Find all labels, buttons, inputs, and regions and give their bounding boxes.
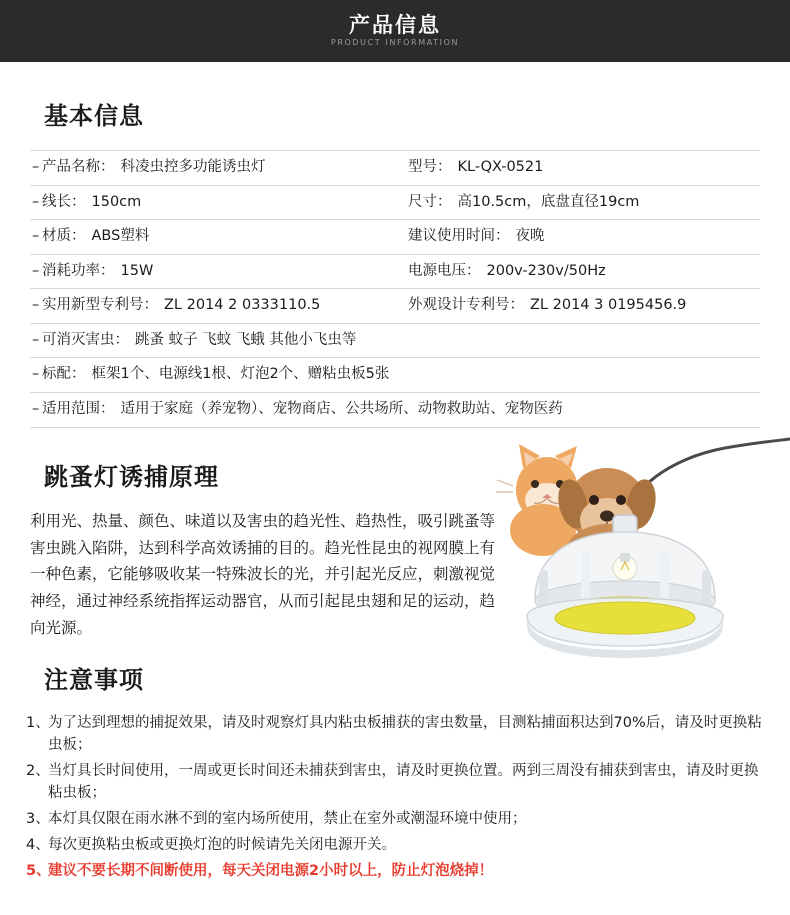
info-value: 200v-230v/50Hz — [486, 262, 606, 279]
dash-marker: – — [32, 366, 40, 383]
product-illustration — [495, 420, 790, 685]
dash-marker: – — [32, 297, 40, 314]
table-row — [30, 186, 760, 221]
dash-marker: – — [32, 400, 40, 417]
info-cell-target-pests — [30, 331, 760, 351]
list-item — [26, 808, 771, 830]
dash-marker: – — [32, 331, 40, 348]
info-label: 标配： — [42, 366, 86, 383]
note-text: 每次更换粘虫板或更换灯泡的时候请先关闭电源开关。 — [48, 837, 396, 854]
note-text: 为了达到理想的捕捉效果，请及时观察灯具内粘虫板捕获的害虫数量，目测粘捕面积达到70%后，请及时更换粘虫板； — [48, 715, 762, 754]
info-label: 产品名称： — [42, 159, 115, 175]
list-item-warning — [26, 860, 771, 882]
info-label: 线长： — [42, 193, 86, 210]
info-value: 适用于家庭（养宠物）、宠物商店、公共场所、动物救助站、宠物医药 — [120, 400, 563, 417]
info-label: 适用范围： — [42, 400, 115, 417]
table-row — [30, 220, 760, 255]
info-label: 可消灭害虫： — [42, 331, 129, 348]
info-cell-model — [400, 158, 760, 178]
list-item — [26, 834, 771, 856]
info-value: 150cm — [91, 193, 142, 210]
table-row — [30, 289, 760, 324]
info-cell-dimensions — [400, 193, 760, 213]
dash-marker: – — [32, 228, 40, 245]
info-label: 实用新型专利号： — [42, 297, 158, 314]
table-row — [30, 358, 760, 393]
note-text: 当灯具长时间使用，一周或更长时间还未捕获到害虫，请及时更换位置。两到三周没有捕获到害虫，请及时更换粘虫板； — [48, 763, 759, 802]
info-cell-utility-patent — [30, 296, 400, 316]
principle-paragraph: 利用光、热量、颜色、味道以及害虫的趋光性、趋热性，吸引跳蚤等害虫跳入陷阱，达到科学高效诱捕的目的。趋光性昆虫的视网膜上有一种色素，它能够吸收某一特殊波长的光，并引起光反应，刺激视觉神经，通过神经系统指挥运动器官，从而引起昆虫翅和足的运动，趋向光源。 — [30, 512, 496, 637]
info-cell-material — [30, 227, 400, 247]
principle-title: 跳蚤灯诱捕原理 — [44, 463, 219, 491]
note-number: 2、 — [26, 763, 50, 780]
table-row — [30, 255, 760, 290]
info-value: 跳蚤 蚊子 飞蚊 飞蛾 其他小飞虫等 — [135, 331, 357, 348]
info-label: 材质： — [42, 228, 86, 245]
dash-marker: – — [32, 159, 40, 175]
note-number: 4、 — [26, 837, 50, 854]
note-text: 建议不要长期不间断使用，每天关闭电源2小时以上，防止灯泡烧掉！ — [48, 863, 494, 880]
header-subtitle: PRODUCT INFORMATION — [330, 38, 460, 47]
info-label: 外观设计专利号： — [408, 297, 524, 314]
table-row — [30, 324, 760, 359]
note-number: 5、 — [26, 863, 51, 880]
note-number: 1、 — [26, 715, 50, 731]
info-value: 科凌虫控多功能诱虫灯 — [120, 159, 266, 175]
info-value: KL-QX-0521 — [457, 159, 544, 175]
info-cell-power — [30, 262, 400, 282]
info-cell-package-contents — [30, 365, 760, 385]
info-label: 型号： — [408, 159, 452, 175]
info-label: 消耗功率： — [42, 262, 115, 279]
header-title: 产品信息 — [349, 13, 441, 37]
info-value: 15W — [120, 262, 154, 279]
dash-marker: – — [32, 193, 40, 210]
info-value: 夜晚 — [515, 228, 545, 245]
info-cell-usage-time — [400, 227, 760, 247]
list-item — [26, 760, 771, 804]
info-cell-design-patent — [400, 296, 760, 316]
info-value: ZL 2014 3 0195456.9 — [530, 297, 687, 314]
notes-title: 注意事项 — [44, 666, 144, 694]
info-cell-product-name — [30, 158, 400, 178]
info-label: 建议使用时间： — [408, 228, 510, 245]
info-cell-voltage — [400, 262, 760, 282]
notes-list — [26, 712, 771, 886]
note-number: 3、 — [26, 811, 50, 828]
info-value: 高10.5cm，底盘直径19cm — [457, 193, 640, 210]
note-text: 本灯具仅限在雨水淋不到的室内场所使用，禁止在室外或潮湿环境中使用； — [48, 811, 527, 828]
basic-info-table — [30, 150, 760, 428]
info-cell-cord-length — [30, 193, 400, 213]
info-label: 尺寸： — [408, 193, 452, 210]
info-value: ABS塑料 — [91, 228, 150, 245]
info-value: ZL 2014 2 0333110.5 — [164, 297, 321, 314]
page-header — [0, 0, 790, 62]
info-cell-application-scope — [30, 400, 760, 420]
dash-marker: – — [32, 262, 40, 279]
basic-info-title: 基本信息 — [44, 102, 144, 130]
info-label: 电源电压： — [408, 262, 481, 279]
table-row — [30, 150, 760, 186]
list-item — [26, 712, 771, 756]
info-value: 框架1个、电源线1根、灯泡2个、赠粘虫板5张 — [91, 366, 390, 383]
